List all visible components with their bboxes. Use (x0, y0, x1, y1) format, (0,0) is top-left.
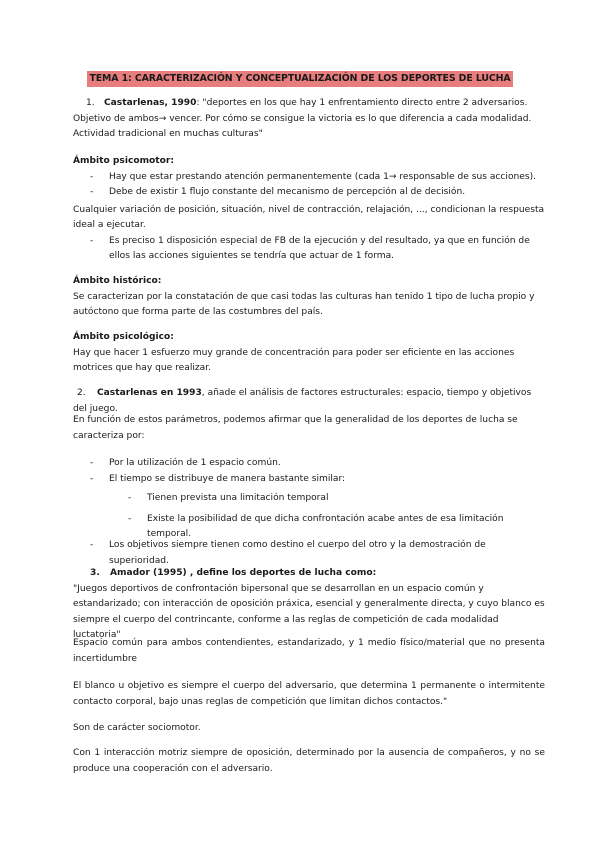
section-3-paragraph-2: El blanco u objetivo es siempre el cuerpo del adversario, que determina 1 permanente o intermitente contacto corporal, bajo unas reglas de competición que limitan dichos contactos." (73, 681, 545, 707)
section-3-paragraph-1-block (73, 636, 545, 667)
section-1-number: 1. (86, 98, 95, 108)
historico-heading: Ámbito histórico: (73, 276, 162, 286)
section-2-subbullet-1: - Tienen prevista una limitación temporal (73, 491, 545, 507)
section-3-number: 3. (90, 568, 100, 578)
section-1-quote-start: : "deportes en los que hay 1 enfrentamiento directo entre 2 adversarios. (196, 98, 528, 108)
page-title: TEMA 1: CARACTERIZACIÓN Y CONCEPTUALIZACIÓN DE LOS DEPORTES DE LUCHA (87, 71, 512, 87)
section-3-paragraph-2-block (73, 679, 545, 710)
section-3-paragraph-1: Espacio común para ambos contendientes, estandarizado, y 1 medio físico/material que no presenta incertidumbre (73, 638, 545, 664)
section-3-paragraph-4: Con 1 interacción motriz siempre de oposición, determinado por la ausencia de compañeros, y no se produce una cooperación con el adversario. (73, 748, 545, 774)
section-2-author: Castarlenas en 1993 (97, 388, 202, 398)
psicomotor-bullet-2: - Debe de existir 1 flujo constante del mecanismo de percepción al de decisión. (73, 185, 545, 201)
psicologico-heading: Ámbito psicológico: (73, 332, 174, 342)
section-2-subbullet-2: - Existe la posibilidad de que dicha confrontación acabe antes de esa limitación temporal. (73, 512, 545, 543)
section-3-heading: Amador (1995) , define los deportes de lucha como: (110, 568, 377, 578)
section-3 (73, 566, 545, 644)
psicomotor-bullet-1: - Hay que estar prestando atención permanentemente (cada 1→ responsable de sus acciones). (73, 170, 545, 186)
section-2-list-end (73, 538, 545, 569)
section-2-list (73, 456, 545, 487)
psicomotor-heading: Ámbito psicomotor: (73, 156, 175, 166)
section-3-quote: "Juegos deportivos de confrontación bipersonal que se desarrollan en un espacio común y estandarizado; con interacción de oposición práxica, esencial y generalmente directa, y cuyo blanco es siempre el cuerpo del contrincante, conforme a las reglas de competición de cada modalidad luctatoria" (73, 583, 545, 640)
section-2-intro: En función de estos parámetros, podemos afirmar que la generalidad de los deportes de lucha se caracteriza por: (73, 415, 518, 441)
psicologico-text: Hay que hacer 1 esfuerzo muy grande de concentración para poder ser eficiente en las acciones motrices que hay que realizar. (73, 347, 515, 373)
section-3-paragraph-3-block (73, 721, 545, 737)
section-1 (73, 96, 545, 143)
section-1-author: Castarlenas, 1990 (104, 98, 197, 108)
historico-text: Se caracterizan por la constatación de que casi todas las culturas han tenido 1 tipo de lucha propio y autóctono que forma parte de las costumbres del país. (73, 291, 535, 317)
psicomotor-paragraph: Cualquier variación de posición, situación, nivel de contracción, relajación, ..., condicionan la respuesta ideal a ejecutar. (73, 204, 545, 230)
section-1-line-3: Actividad tradicional en muchas culturas" (73, 129, 263, 139)
section-1-line-2: Objetivo de ambos→ vencer. Por cómo se consigue la victoria es lo que diferencia a cada modalidad. (73, 113, 532, 124)
section-2-sublist (73, 491, 545, 543)
section-3-paragraph-3: Son de carácter sociomotor. (73, 723, 201, 733)
title-wrap (0, 71, 600, 88)
section-2-bullet-2: - El tiempo se distribuye de manera bastante similar: (73, 472, 545, 488)
psicomotor-section (73, 154, 545, 265)
section-2-bullet-1: - Por la utilización de 1 espacio común. (73, 456, 545, 472)
section-2-intro-block (73, 413, 545, 444)
historico-section (73, 274, 545, 321)
section-2-number: 2. (77, 388, 86, 398)
psicologico-section (73, 330, 545, 377)
section-3-heading-line (73, 566, 545, 582)
section-3-paragraph-4-block (73, 746, 545, 777)
section-2-bullet-3: - Los objetivos siempre tienen como destino el cuerpo del otro y la demostración de superioridad. (73, 538, 545, 569)
psicomotor-bullet-3: - Es preciso 1 disposición especial de FB de la ejecución y del resultado, ya que en función de ellos las acciones siguientes se tendría que actuar de 1 forma. (73, 234, 545, 265)
section-2-rest: , añade el análisis de factores estructurales: espacio, tiempo y objetivos del juego. (73, 388, 532, 414)
section-1-line-1 (73, 96, 545, 112)
